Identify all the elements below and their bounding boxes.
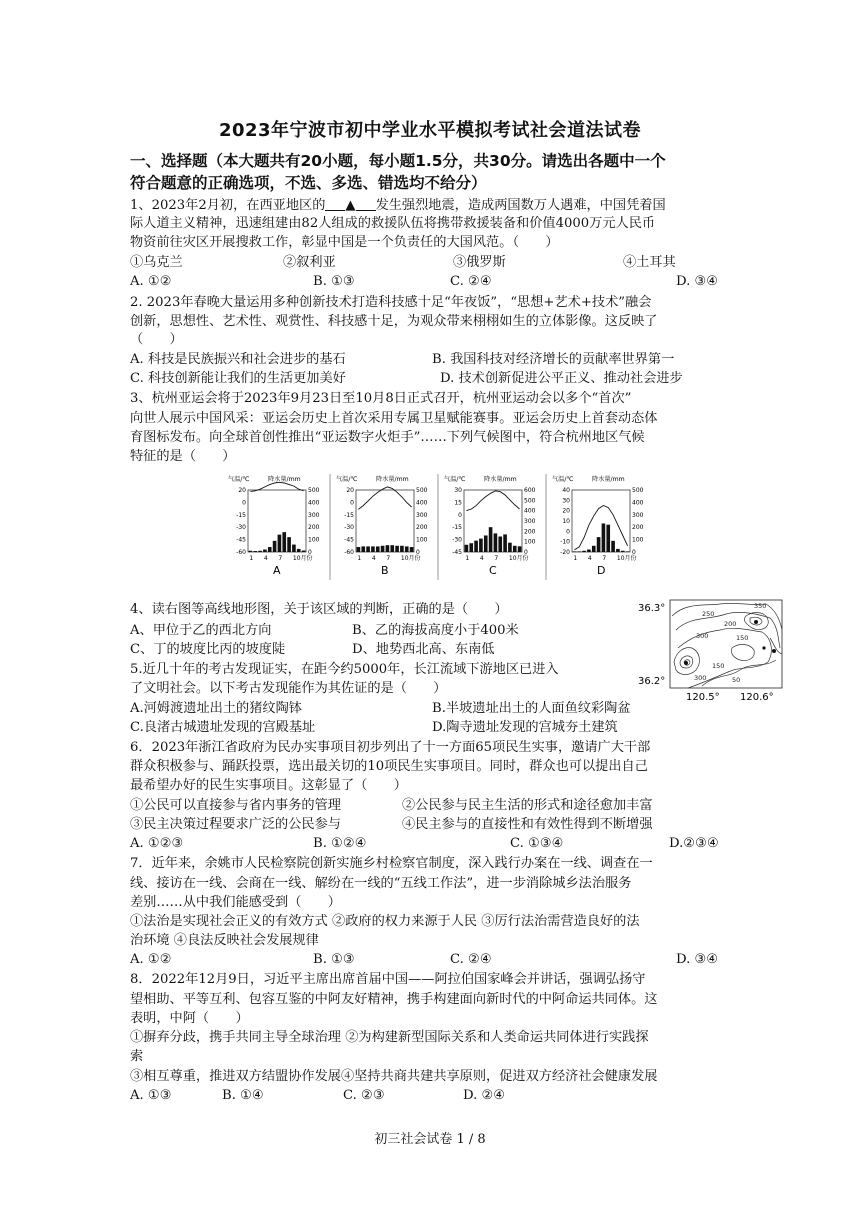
- precipitation-bar: [297, 549, 301, 552]
- temperature-curve: [574, 506, 627, 550]
- precipitation-bar: [503, 534, 507, 552]
- q1-choice-c: C. ②④: [450, 274, 492, 289]
- precipitation-bar: [258, 551, 262, 552]
- precipitation-bar: [616, 549, 620, 552]
- prec-tick-label: 100: [308, 536, 320, 544]
- prec-tick-label: 0: [524, 549, 528, 556]
- contour-label: 350: [754, 602, 767, 610]
- map-lat-bottom: 36.2°: [638, 676, 666, 687]
- q8-line1: 8．2022年12月9日，习近平主席出席首届中国——阿拉伯国家峰会并讲话，强调弘扬守: [130, 972, 646, 987]
- chart-letter: C: [489, 564, 497, 577]
- precipitation-bar: [498, 537, 502, 553]
- q2-choice-c: C. 科技创新能让我们的生活更加美好: [130, 371, 346, 386]
- precipitation-bar: [518, 546, 522, 552]
- precipitation-bar: [273, 541, 277, 552]
- page-title: 2023年宁波市初中学业水平模拟考试社会道法试卷: [218, 120, 642, 141]
- precipitation-bar: [469, 543, 473, 552]
- q3-line2: 向世人展示中国风采：亚运会历史上首次采用专属卫星赋能赛事。亚运会历史上首套动态体: [130, 411, 658, 426]
- x-tick-label: 7: [386, 555, 391, 562]
- q2-line3: （ ）: [130, 332, 183, 347]
- q2-choice-d: D. 技术创新促进公平正义、推动社会进步: [440, 371, 683, 386]
- map-lon-left: 120.5°: [686, 692, 720, 703]
- q8-choice-c: C. ②③: [343, 1088, 385, 1103]
- q7-line3: 差别……从中我们能感受到（ ）: [130, 895, 341, 910]
- q1-item-2: ②叙利亚: [283, 255, 336, 270]
- temp-tick-label: 20: [346, 487, 354, 494]
- q1-answer-blank-right: [356, 196, 376, 211]
- precipitation-bar: [390, 545, 394, 552]
- q8-choice-d: D. ②④: [463, 1088, 506, 1103]
- q3-line1: 3、杭州亚运会将于2023年9月23日至10月8日正式召开，杭州亚运动会以多个“首次”: [130, 391, 632, 406]
- x-tick-label: 10月份: [616, 555, 637, 562]
- temp-tick-label: -45: [236, 536, 246, 544]
- temp-tick-label: -60: [236, 549, 246, 556]
- q4-choice-c: C、丁的坡度比丙的坡度陡: [130, 642, 286, 657]
- x-tick-label: 7: [602, 555, 607, 562]
- q5-choice-b: B.半坡遗址出土的人面鱼纹彩陶盆: [432, 701, 631, 716]
- precipitation-bar: [611, 541, 615, 552]
- temp-tick-label: 40: [562, 487, 570, 494]
- q6-choice-a: A. ①②③: [130, 836, 184, 851]
- prec-tick-label: 300: [416, 511, 428, 519]
- section-heading-line1: 一、选择题（本大题共有20小题，每小题1.5分，共30分。请选出各题中一个: [130, 152, 666, 170]
- contour-label: 150: [712, 662, 725, 670]
- temp-tick-label: 0: [566, 528, 570, 536]
- precipitation-bar: [484, 535, 488, 552]
- prec-tick-label: 300: [632, 511, 644, 519]
- contour-label: 200: [724, 620, 737, 628]
- contour-lines: [672, 603, 782, 688]
- prec-tick-label: 100: [632, 536, 644, 544]
- q1-choice-a: A. ①②: [130, 274, 172, 289]
- q1-triangle-mark: ▲: [345, 198, 356, 213]
- q1-choice-d: D. ③④: [676, 274, 719, 289]
- contour-label: 300: [694, 674, 707, 682]
- precipitation-bar: [494, 533, 498, 552]
- contour-label: 50: [732, 676, 741, 684]
- q1-item-1: ①乌克兰: [130, 255, 183, 270]
- q5-choice-d: D.陶寺遗址发现的宫城夯土建筑: [432, 720, 618, 735]
- q1-line1: [130, 196, 666, 215]
- prec-tick-label: 100: [416, 536, 428, 544]
- climate-chart-d: [552, 475, 644, 577]
- prec-tick-label: 500: [524, 497, 536, 505]
- prec-tick-label: 400: [308, 499, 320, 507]
- precipitation-bar: [405, 546, 409, 552]
- precipitation-bar: [278, 535, 282, 552]
- precipitation-bar: [474, 541, 478, 552]
- q2-line2: 创新，思想性、艺术性、观赏性、科技感十足，为观众带来栩栩如生的立体影像。这反映了: [130, 314, 658, 329]
- temp-unit-label: 气温/℃: [552, 476, 574, 483]
- prec-tick-label: 400: [632, 499, 644, 507]
- map-point: [754, 620, 758, 624]
- q7-choice-a: A. ①②: [130, 952, 172, 967]
- x-tick-label: 10月份: [292, 555, 313, 562]
- map-frame: [670, 600, 782, 688]
- plot-frame: [356, 490, 414, 552]
- climate-chart-b: [336, 474, 438, 580]
- q5-choice-a: A.河姆渡遗址出土的猪纹陶钵: [130, 701, 302, 716]
- prec-tick-label: 0: [416, 549, 420, 556]
- prec-tick-label: 500: [416, 487, 428, 494]
- precipitation-bar: [587, 550, 591, 552]
- temp-tick-label: 15: [454, 499, 462, 507]
- temp-tick-label: -30: [344, 524, 354, 532]
- q1-item-4: ④土耳其: [623, 255, 676, 270]
- temp-tick-label: -15: [344, 511, 354, 519]
- precipitation-bar: [465, 545, 469, 552]
- q8-line4: ①摒弃分歧，携手共同主导全球治理 ②为构建新型国际关系和人类命运共同体进行实践探: [130, 1030, 649, 1045]
- map-lat-top: 36.3°: [638, 603, 666, 614]
- climate-chart-a: [228, 474, 330, 580]
- temp-tick-label: -45: [344, 536, 354, 544]
- contour-map-figure: [636, 596, 786, 704]
- chart-letter: A: [273, 564, 281, 577]
- temp-unit-label: 气温/℃: [444, 476, 466, 483]
- q5-line2: 了文明社会。以下考古发现能作为其佐证的是（ ）: [130, 681, 447, 696]
- precipitation-bar: [357, 547, 361, 552]
- prec-tick-label: 0: [308, 549, 312, 556]
- map-point: [772, 649, 776, 653]
- temp-tick-label: -30: [236, 524, 246, 532]
- q2-choice-a: A. 科技是民族振兴和社会进步的基石: [130, 352, 346, 367]
- chart-letter: B: [381, 564, 389, 577]
- x-tick-label: 7: [494, 555, 499, 562]
- precipitation-bar: [249, 551, 253, 552]
- q8-line6: ③相互尊重，推进双方结盟协作发展④坚持共商共建共享原则，促进双方经济社会健康发展: [130, 1069, 658, 1084]
- precipitation-bar: [489, 527, 493, 552]
- q8-choice-b: B. ①④: [222, 1088, 264, 1103]
- temperature-curve: [466, 491, 519, 511]
- q5-line1: 5.近几十年的考古发现证实，在距今约5000年，长江流域下游地区已进入: [130, 662, 559, 677]
- temp-tick-label: -15: [452, 524, 462, 532]
- prec-tick-label: 500: [632, 487, 644, 494]
- q6-line1: 6．2023年浙江省政府为民办实事项目初步列出了十一方面65项民生实事，邀请广大干部: [130, 740, 651, 755]
- precipitation-bar: [287, 537, 291, 552]
- temp-tick-label: 20: [562, 507, 570, 515]
- precipitation-bar: [626, 551, 630, 552]
- x-tick-label: 10月份: [400, 555, 421, 562]
- prec-tick-label: 100: [524, 538, 536, 546]
- precipitation-bar: [292, 545, 296, 552]
- prec-unit-label: 降水量/mm: [484, 476, 517, 483]
- q3-line3: 育图标发布。向全球首创性推出“亚运数字火炬手”……下列气候图中，符合杭州地区气候: [130, 430, 645, 445]
- precipitation-bar: [410, 547, 414, 552]
- temp-tick-label: 0: [350, 499, 354, 507]
- x-tick-label: 7: [278, 555, 283, 562]
- precipitation-bar: [479, 539, 483, 552]
- precipitation-bar: [386, 545, 390, 552]
- prec-unit-label: 降水量/mm: [376, 476, 409, 483]
- precipitation-bar: [606, 525, 610, 552]
- precipitation-bar: [253, 551, 257, 552]
- prec-tick-label: 200: [632, 524, 644, 532]
- x-tick-label: 4: [263, 555, 268, 562]
- q6-line3: 最希望办好的民生实事项目。这彰显了（ ）: [130, 778, 407, 793]
- temp-tick-label: 30: [454, 487, 462, 494]
- q1-text-b: 发生强烈地震，造成两国数万人遇难，中国凭着国: [375, 198, 666, 213]
- q6-choice-b: B. ①②④: [313, 836, 367, 851]
- x-tick-label: 4: [479, 555, 484, 562]
- precipitation-bar: [513, 546, 517, 552]
- prec-tick-label: 200: [416, 524, 428, 532]
- q7-choice-c: C. ②④: [450, 952, 492, 967]
- precipitation-bar: [597, 537, 601, 552]
- x-tick-label: 1: [573, 555, 578, 562]
- precipitation-bar: [602, 523, 606, 552]
- map-point: [684, 661, 688, 665]
- page-footer: 初三社会试卷 1 / 8: [374, 1132, 486, 1147]
- temp-tick-label: 30: [562, 497, 570, 505]
- q2-line1: 2. 2023年春晚大量运用多种创新技术打造科技感十足“年夜饭”，“思想+艺术+技术”融会: [130, 295, 652, 310]
- contour-label: 250: [702, 610, 715, 618]
- precipitation-bar: [282, 532, 286, 552]
- prec-tick-label: 300: [524, 518, 536, 525]
- prec-unit-label: 降水量/mm: [268, 476, 301, 483]
- temp-unit-label: 气温/℃: [228, 476, 250, 483]
- q1-line2: 际人道主义精神，迅速组建由82人组成的救援队伍将携带救援装备和价值4000万元人民币: [130, 216, 656, 231]
- temp-tick-label: -15: [236, 511, 246, 519]
- precipitation-bar: [395, 546, 399, 552]
- contour-label: 300: [696, 632, 709, 640]
- prec-tick-label: 300: [308, 511, 320, 519]
- q4-choice-a: A、甲位于乙的西北方向: [130, 623, 272, 638]
- temp-tick-label: -60: [344, 549, 354, 556]
- plot-frame: [464, 490, 522, 552]
- q8-line2: 望相助、平等互利、包容互鉴的中阿友好精神，携手构建面向新时代的中阿命运共同体。这: [130, 992, 658, 1007]
- temp-tick-label: 20: [238, 487, 246, 494]
- q2-choice-b: B. 我国科技对经济增长的贡献率世界第一: [432, 352, 675, 367]
- q7-line4: ①法治是实现社会正义的有效方式 ②政府的权力来源于人民 ③厉行法治需营造良好的法: [130, 914, 640, 929]
- precipitation-bar: [400, 546, 404, 552]
- prec-tick-label: 400: [524, 507, 536, 515]
- precipitation-bar: [582, 551, 586, 552]
- q7-choice-d: D. ③④: [676, 952, 719, 967]
- climate-charts-figure: [224, 472, 656, 584]
- prec-tick-label: 500: [308, 487, 320, 494]
- x-tick-label: 1: [357, 555, 362, 562]
- precipitation-bar: [573, 551, 577, 552]
- q4-choice-d: D、地势西北高、东南低: [352, 642, 495, 657]
- contour-label: 150: [736, 634, 749, 642]
- precipitation-bar: [268, 547, 272, 552]
- q6-choice-c: C. ①③④: [510, 836, 564, 851]
- prec-tick-label: 200: [524, 528, 536, 536]
- q7-line5: 治环境 ④良法反映社会发展规律: [130, 933, 319, 948]
- q6-choice-d: D.②③④: [669, 836, 719, 851]
- x-tick-label: 1: [465, 555, 470, 562]
- temp-tick-label: -30: [452, 536, 462, 544]
- prec-tick-label: 200: [308, 524, 320, 532]
- x-tick-label: 1: [249, 555, 254, 562]
- q1-text-a: 1、2023年2月初，在西亚地区的: [130, 198, 326, 213]
- precipitation-bar: [366, 546, 370, 552]
- q1-line3: 物资前往灾区开展搜救工作，彰显中国是一个负责任的大国风范。（ ）: [130, 235, 559, 250]
- q1-item-3: ③俄罗斯: [453, 255, 506, 270]
- section-heading-line2: 符合题意的正确选项，不选、多选、错选均不给分）: [130, 174, 487, 192]
- q1-choice-b: B. ①③: [313, 274, 355, 289]
- q6-item-1: ①公民可以直接参与省内事务的管理: [130, 798, 341, 813]
- q7-line1: 7．近年来，余姚市人民检察院创新实施乡村检察官制度，深入践行办案在一线、调查在一: [130, 856, 653, 871]
- temp-tick-label: 0: [242, 499, 246, 507]
- q6-item-3: ③民主决策过程要求广泛的公民参与: [130, 817, 341, 832]
- temp-tick-label: -10: [560, 538, 570, 546]
- precipitation-bar: [302, 551, 306, 552]
- x-tick-label: 4: [371, 555, 376, 562]
- precipitation-bar: [577, 551, 581, 552]
- q4-line1: 4、读右图等高线地形图，关于该区域的判断，正确的是（ ）: [130, 602, 508, 617]
- plot-frame: [248, 490, 306, 552]
- precipitation-bar: [371, 546, 375, 552]
- map-lon-right: 120.6°: [740, 692, 774, 703]
- temp-tick-label: -20: [560, 549, 570, 556]
- q7-line2: 线、接访在一线、会商在一线、解纷在一线的“五线工作法”，进一步消除城乡法治服务: [130, 876, 632, 891]
- prec-tick-label: 600: [524, 487, 536, 494]
- prec-tick-label: 0: [632, 549, 636, 556]
- precipitation-bar: [592, 546, 596, 552]
- precipitation-bar: [376, 546, 380, 552]
- temp-unit-label: 气温/℃: [336, 476, 358, 483]
- climate-chart-c: [444, 474, 546, 580]
- plot-frame: [572, 490, 630, 552]
- temp-tick-label: -45: [452, 549, 462, 556]
- q6-line2: 群众积极参与、踊跃投票，选出最关切的10项民生实事项目。同时，群众也可以提出自己: [130, 759, 648, 774]
- q3-line4: 特征的是（ ）: [130, 449, 236, 464]
- prec-tick-label: 400: [416, 499, 428, 507]
- q5-choice-c: C.良渚古城遗址发现的宫殿基址: [130, 720, 316, 735]
- q7-choice-b: B. ①③: [313, 952, 355, 967]
- precipitation-bar: [621, 551, 625, 552]
- q6-item-4: ④民主参与的直接性和有效性得到不断增强: [402, 817, 653, 832]
- q8-line3: 表明，中阿（ ）: [130, 1011, 249, 1026]
- q8-line5: 索: [130, 1049, 144, 1064]
- chart-letter: D: [597, 564, 606, 577]
- prec-unit-label: 降水量/mm: [592, 476, 625, 483]
- temp-tick-label: 0: [458, 511, 462, 519]
- x-tick-label: 4: [587, 555, 592, 562]
- temp-tick-label: 10: [562, 518, 570, 525]
- q6-item-2: ②公民参与民主生活的形式和途径愈加丰富: [402, 798, 653, 813]
- q4-choice-b: B、乙的海拔高度小于400米: [352, 623, 519, 638]
- precipitation-bar: [381, 546, 385, 552]
- map-point: [762, 646, 765, 649]
- precipitation-bar: [508, 543, 512, 552]
- precipitation-bar: [361, 546, 365, 552]
- precipitation-bar: [263, 550, 267, 552]
- q8-choice-a: A. ①③: [130, 1088, 172, 1103]
- x-tick-label: 10月份: [508, 555, 529, 562]
- q1-answer-blank: [325, 196, 345, 211]
